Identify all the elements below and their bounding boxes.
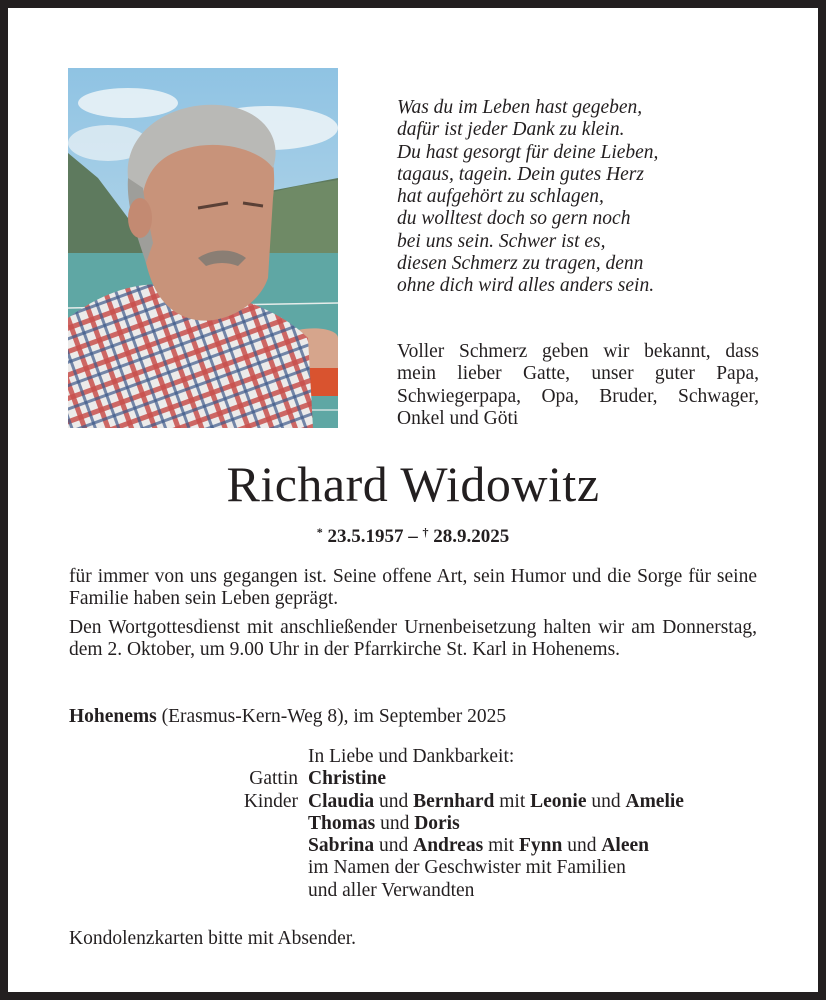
mourner-row xyxy=(220,813,684,835)
mourner-names xyxy=(308,835,649,857)
mourner-row xyxy=(220,768,684,790)
mourner-names xyxy=(308,813,460,835)
death-cross-icon: † xyxy=(422,525,429,539)
mourner-name: Christine xyxy=(308,768,386,790)
mourner-row xyxy=(220,857,684,879)
mourner-name: Sabrina xyxy=(308,835,375,857)
death-date: 28.9.2025 xyxy=(433,526,510,547)
mourner-name: Doris xyxy=(414,812,460,834)
intro-line: Voller Schmerz geben wir bekannt, dass xyxy=(397,341,759,362)
mourner-name: Leonie xyxy=(530,790,587,812)
poem-line: dafür ist jeder Dank zu klein. xyxy=(397,119,625,141)
obituary-body xyxy=(69,566,757,667)
funeral-details: Den Wortgottesdienst mit anschließender Urnenbeisetzung halten wir am Donnerstag, dem 2. Oktober, um 9.00 Uhr in der Pfarrkirche St. Karl in Hohenems. xyxy=(69,616,757,660)
connector-text: und xyxy=(562,835,602,857)
relation-label: Kinder xyxy=(243,790,298,812)
mourner-name: Bernhard xyxy=(413,790,495,812)
mourner-name: Aleen xyxy=(601,835,649,857)
mourner-name: Andreas xyxy=(413,835,484,857)
mourners-list xyxy=(220,746,684,902)
mourner-name: Amelie xyxy=(625,790,684,812)
mourner-names xyxy=(308,791,684,813)
relation-label xyxy=(220,857,308,879)
poem-line: Was du im Leben hast gegeben, xyxy=(397,97,643,118)
mourner-name: Thomas xyxy=(308,812,376,834)
place-address-date: (Erasmus-Kern-Weg 8), im September 2025 xyxy=(156,706,507,727)
mourners-heading: In Liebe und Dankbarkeit: xyxy=(308,746,515,767)
mourner-row xyxy=(220,880,684,902)
poem xyxy=(397,97,777,298)
mourners-heading-row xyxy=(220,746,684,768)
poem-line: Du hast gesorgt für deine Lieben, xyxy=(397,141,659,163)
birth-date: 23.5.1957 xyxy=(327,526,404,547)
place-date-line xyxy=(69,706,506,728)
mourner-row xyxy=(220,835,684,857)
connector-text: und xyxy=(374,835,414,857)
mourner-names xyxy=(308,857,626,879)
relation-label xyxy=(220,835,308,857)
life-dates xyxy=(0,520,826,549)
connector-text: und xyxy=(586,790,626,812)
relation-label xyxy=(220,746,308,768)
poem-line: du wolltest doch so gern noch xyxy=(397,208,631,230)
relation-label xyxy=(220,813,308,835)
announcement-intro xyxy=(397,341,759,430)
poem-line: ohne dich wird alles anders sein. xyxy=(397,275,655,297)
connector-text: mit xyxy=(483,835,519,857)
connector-text: und xyxy=(375,812,415,834)
poem-line: bei uns sein. Schwer ist es, xyxy=(397,230,606,252)
mourner-name: Fynn xyxy=(518,835,563,857)
birth-star-icon: * xyxy=(316,525,323,539)
intro-line: Onkel und Göti xyxy=(397,407,519,429)
closing-note: Kondolenzkarten bitte mit Absender. xyxy=(69,928,357,949)
mourner-names xyxy=(308,768,386,790)
mourner-row xyxy=(220,791,684,813)
poem-line: hat aufgehört zu schlagen, xyxy=(397,186,604,208)
relation-label xyxy=(220,880,308,902)
mourner-name: Claudia xyxy=(308,790,375,812)
intro-line: Schwiegerpapa, Opa, Bruder, Schwager, xyxy=(397,385,759,407)
portrait-photo xyxy=(68,68,338,428)
connector-text: im Namen der Geschwister mit Familien xyxy=(308,857,626,879)
connector-text: und aller Verwandten xyxy=(308,879,475,901)
body-paragraph: für immer von uns gegangen ist. Seine offene Art, sein Humor und die Sorge für seine Familie haben sein Leben geprägt. xyxy=(69,566,757,610)
deceased-name: Richard Widowitz xyxy=(226,456,600,512)
date-separator: – xyxy=(408,526,418,547)
relation-label: Gattin xyxy=(249,768,298,790)
poem-line: diesen Schmerz zu tragen, denn xyxy=(397,253,644,275)
mourner-names xyxy=(308,880,474,902)
connector-text: und xyxy=(374,790,414,812)
intro-line: mein lieber Gatte, unser guter Papa, xyxy=(397,363,759,385)
poem-line: tagaus, tagein. Dein gutes Herz xyxy=(397,163,644,185)
portrait-image xyxy=(68,68,338,428)
place-town: Hohenems xyxy=(69,706,157,727)
connector-text: mit xyxy=(494,790,531,812)
